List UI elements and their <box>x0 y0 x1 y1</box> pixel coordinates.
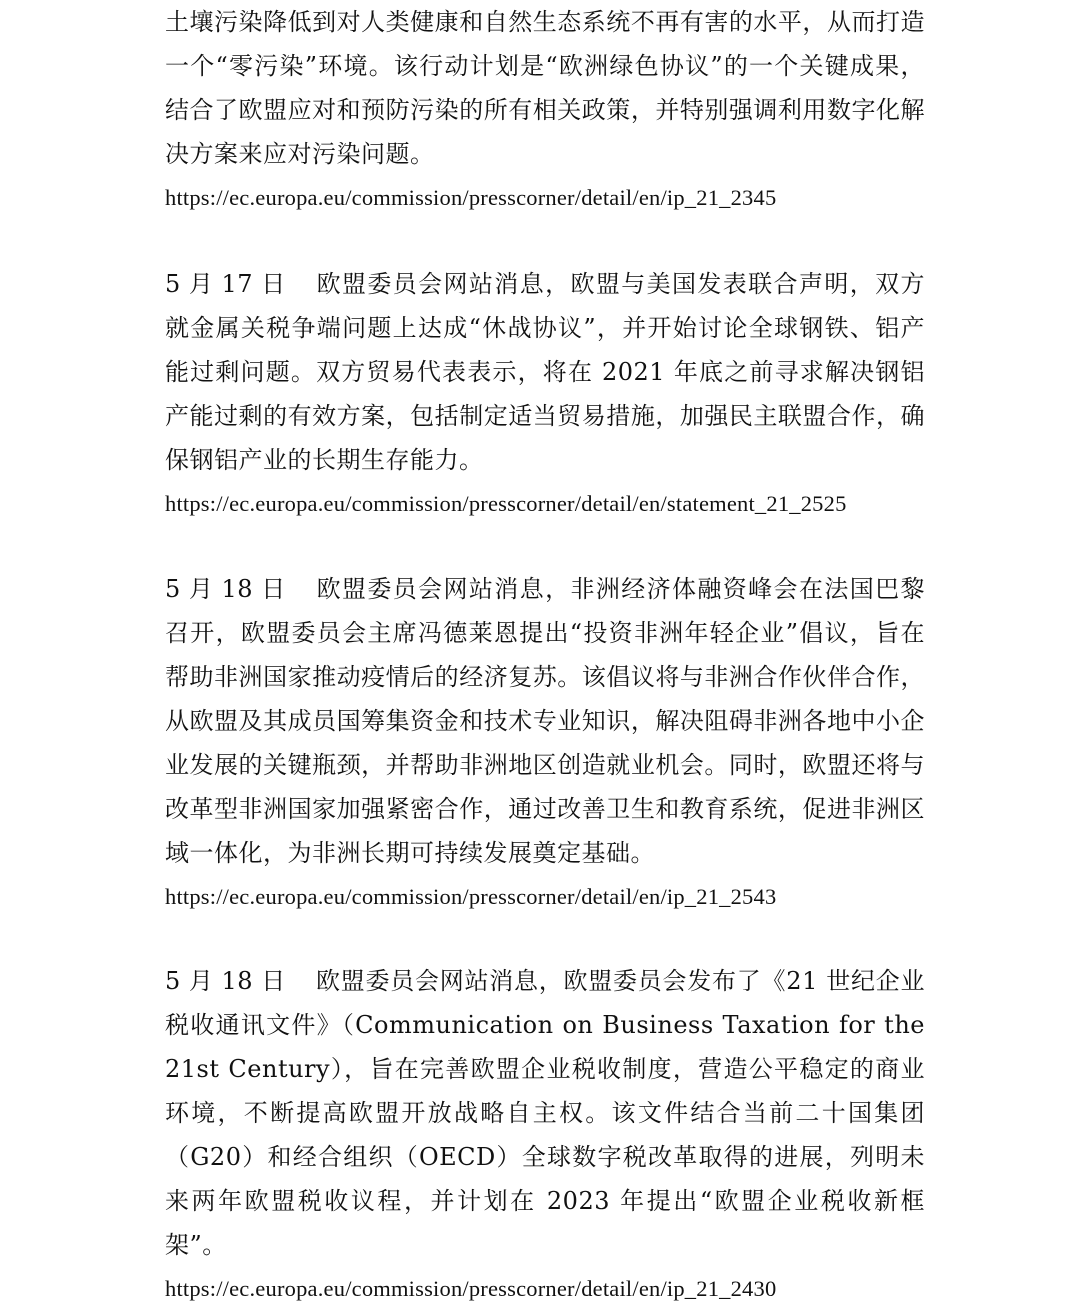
entry-url[interactable]: https://ec.europa.eu/commission/presscorner/detail/en/ip_21_2345 <box>165 185 777 210</box>
news-entry <box>165 959 925 1311</box>
news-entry <box>165 0 925 220</box>
entry-url[interactable]: https://ec.europa.eu/commission/presscorner/detail/en/statement_21_2525 <box>165 491 847 516</box>
news-entry <box>165 262 925 526</box>
entry-paragraph <box>165 567 925 875</box>
entry-url[interactable]: https://ec.europa.eu/commission/presscorner/detail/en/ip_21_2430 <box>165 1276 777 1301</box>
entry-paragraph <box>165 959 925 1267</box>
entry-url[interactable]: https://ec.europa.eu/commission/presscorner/detail/en/ip_21_2543 <box>165 884 777 909</box>
entry-text: 欧盟委员会网站消息，欧盟与美国发表联合声明，双方就金属关税争端问题上达成“休战协议”，并开始讨论全球钢铁、铝产能过剩问题。双方贸易代表表示，将在 2021 年底之前寻求解决钢铝产能过剩的有效方案，包括制定适当贸易措施，加强民主联盟合作，确保钢铝产业的长期生存能力。 <box>165 270 925 474</box>
entry-text: 欧盟委员会网站消息，欧盟委员会发布了《21 世纪企业税收通讯文件》（Communication on Business Taxation for the 21st Century），旨在完善欧盟企业税收制度，营造公平稳定的商业环境，不断提高欧盟开放战略自主权。该文件结合当前二十国集团（G20）和经合组织（OECD）全球数字税改革取得的进展，列明未来两年欧盟税收议程，并计划在 2023 年提出“欧盟企业税收新框架”。 <box>165 967 925 1259</box>
entry-date: 5 月 17 日 <box>165 270 286 298</box>
entry-date: 5 月 18 日 <box>165 575 286 603</box>
news-entry <box>165 567 925 919</box>
entry-text: 欧盟委员会网站消息，非洲经济体融资峰会在法国巴黎召开，欧盟委员会主席冯德莱恩提出“投资非洲年轻企业”倡议，旨在帮助非洲国家推动疫情后的经济复苏。该倡议将与非洲合作伙伴合作，从欧盟及其成员国筹集资金和技术专业知识，解决阻碍非洲各地中小企业发展的关键瓶颈，并帮助非洲地区创造就业机会。同时，欧盟还将与改革型非洲国家加强紧密合作，通过改善卫生和教育系统，促进非洲区域一体化，为非洲长期可持续发展奠定基础。 <box>165 575 925 867</box>
entry-date: 5 月 18 日 <box>165 967 286 995</box>
entry-paragraph <box>165 262 925 482</box>
entry-text: 土壤污染降低到对人类健康和自然生态系统不再有害的水平，从而打造一个“零污染”环境。该行动计划是“欧洲绿色协议”的一个关键成果，结合了欧盟应对和预防污染的所有相关政策，并特别强调利用数字化解决方案来应对污染问题。 <box>165 8 925 168</box>
